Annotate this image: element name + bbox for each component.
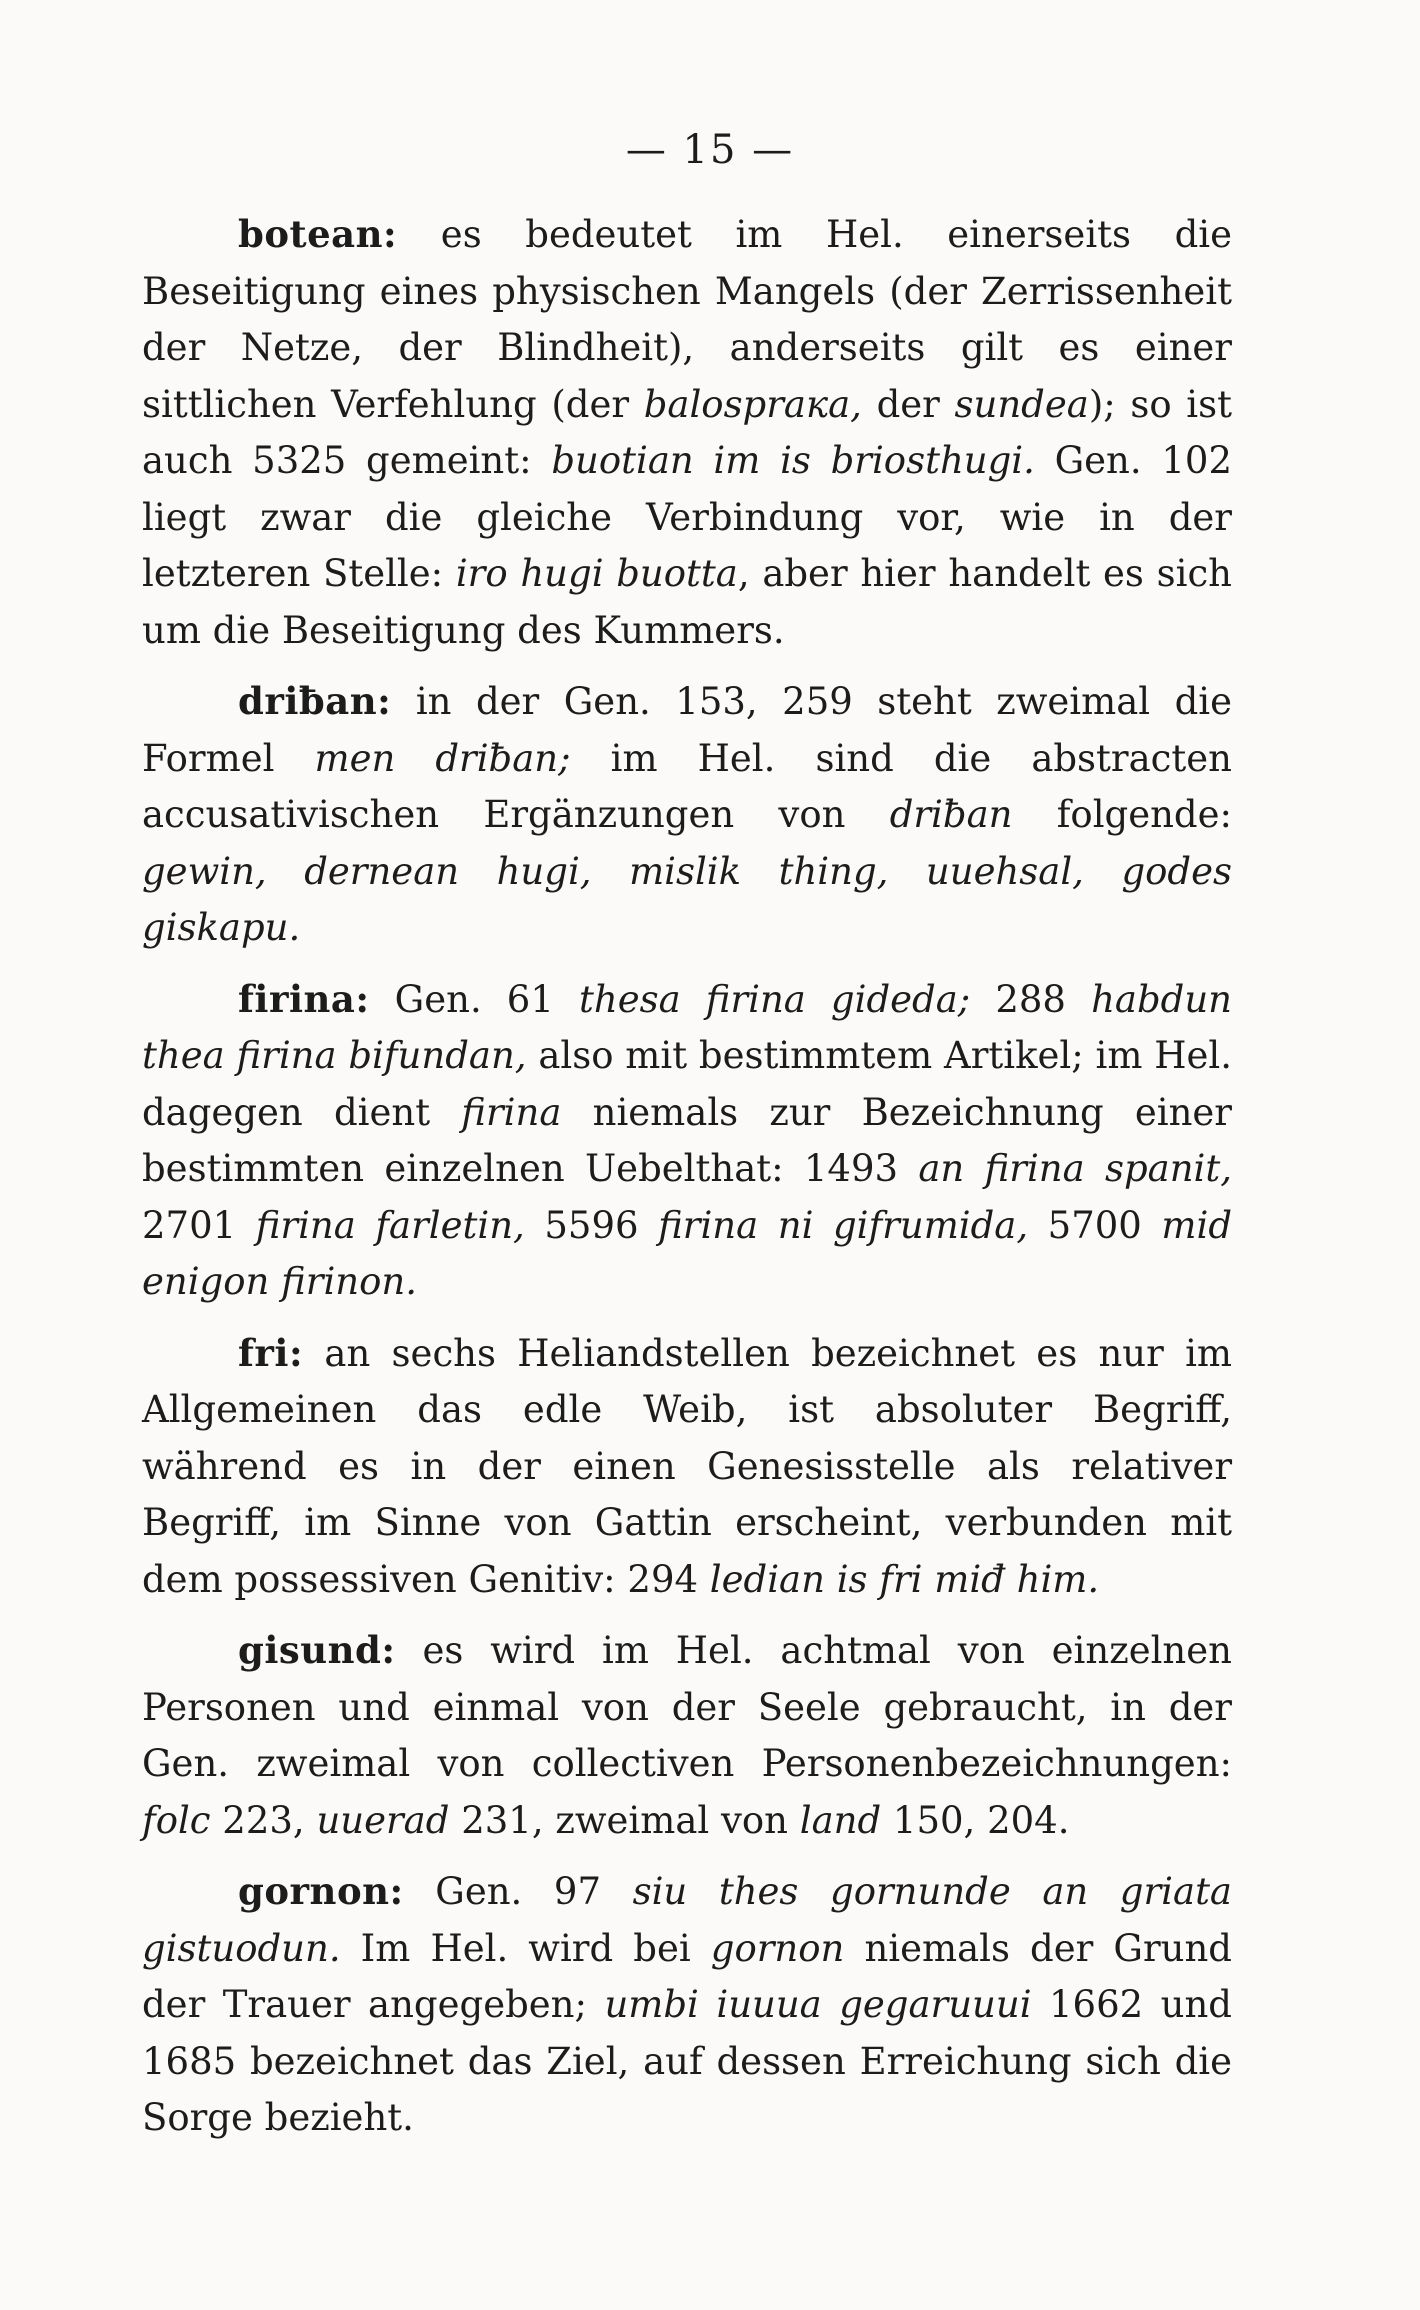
entry-text: Gen. 97 [403,1870,633,1913]
entry-text: Gen. 61 [369,977,579,1021]
entry-quote: habdun thea firina bifundan, [142,977,1232,1077]
entry-text: ); so ist auch 5325 gemeint: [142,382,1232,482]
page-number: — 15 — [625,127,795,173]
entry-headword: fri: [238,1330,304,1375]
entry-quote: mid enigon firinon. [142,1203,1233,1303]
entry-quote: uuerad [316,1798,450,1842]
entry-text: es wird im Hel. achtmal von einzelnen Personen und einmal von der Seele gebraucht, in der Gen. zweimal von collectiven Personenbezeichnungen: [142,1629,1232,1785]
entry-text: folgende: [1012,793,1232,836]
entry-quote: umbi iuuua gegaruuui [604,1983,1032,2026]
entry-text: 1662 und 1685 bezeichnet das Ziel, auf dessen Erreichung sich die Sorge bezieht. [142,1983,1232,2139]
entry-quote: siu thes gornunde an griata gistuodun. [142,1870,1232,1970]
entry-quote: ledian is fri miđ him. [709,1557,1100,1601]
entry-text: an sechs Heliandstellen bezeichnet es nur im Allgemeinen das edle Weib, ist absoluter Begriff, während es in der einen Genesisstelle als relativer Begriff, im Sinne von Gattin erscheint, verbunden mit dem possessiven Genitiv: 294 [142,1331,1232,1601]
entry-gisund [142,1622,1232,1849]
entry-text: 5596 [524,1203,659,1247]
entry-quote: folc [142,1798,211,1842]
entry-text: 288 [970,977,1092,1021]
entry-headword: firina: [238,976,370,1021]
entry-headword: gornon: [238,1869,404,1913]
entry-text: also mit bestimmtem Artikel; im Hel. dagegen dient [142,1034,1232,1134]
entry-text: im Hel. sind die abstracten accusativischen Ergänzungen von [142,736,1232,836]
entry-quote: firina farletin, [255,1203,525,1247]
entry-text: niemals zur Bezeichnung einer bestimmten einzelnen Uebelthat: 1493 [142,1090,1232,1190]
page-body [142,206,1232,2161]
entry-quote: iro hugi buotta [455,552,738,595]
entry-text: 223, [210,1798,317,1842]
entry-text: 5700 [1028,1203,1162,1247]
entry-text: Gen. 102 liegt zwar die gleiche Verbindung vor, wie in der letzteren Stelle: [142,439,1232,595]
entry-text: 231, zweimal von [449,1798,800,1842]
entry-quote: driƀan [889,793,1013,836]
entry-text: 150, 204. [881,1798,1070,1842]
entry-text: der [876,382,955,426]
entry-quote: thesa firina gideda; [579,977,971,1021]
entry-quote: buotian im is briosthugi. [551,439,1035,482]
entry-quote: gewin, dernean hugi, mislik thing, uuehsal, godes giskapu. [142,849,1232,949]
entry-firina [142,971,1232,1311]
entry-quote: firina [461,1090,562,1134]
entry-fri [142,1325,1232,1609]
entry-headword: botean: [238,212,398,256]
entry-text: in der Gen. 153, 259 steht zweimal die Formel [142,680,1232,780]
entry-quote: gornon [710,1926,845,1970]
entry-text: niemals der Grund der Trauer angegeben; [142,1926,1232,2026]
entry-quote: balosprака, [643,382,877,426]
entry-botean [142,206,1232,659]
entry-quote: an firina spanit, [918,1147,1232,1190]
entry-text: Im Hel. wird bei [340,1926,711,1970]
entry-text: es bedeutet im Hel. einerseits die Beseitigung eines physischen Mangels (der Zerrissenheit der Netze, der Blindheit), anderseits gilt es einer sittlichen Verfehlung (der [142,213,1232,426]
entry-driban [142,673,1232,957]
entry-quote: land [799,1798,882,1842]
entry-headword: gisund: [238,1628,396,1672]
entry-gornon [142,1863,1232,2147]
entry-headword: driƀan: [238,679,392,723]
entry-text: , aber hier handelt es sich um die Beseitigung des Kummers. [142,552,1233,652]
entry-quote: sundea [954,382,1089,426]
entry-quote: men driƀan; [314,736,571,780]
entry-quote: firina ni gifrumida, [658,1203,1029,1247]
entry-text: 2701 [142,1203,256,1247]
